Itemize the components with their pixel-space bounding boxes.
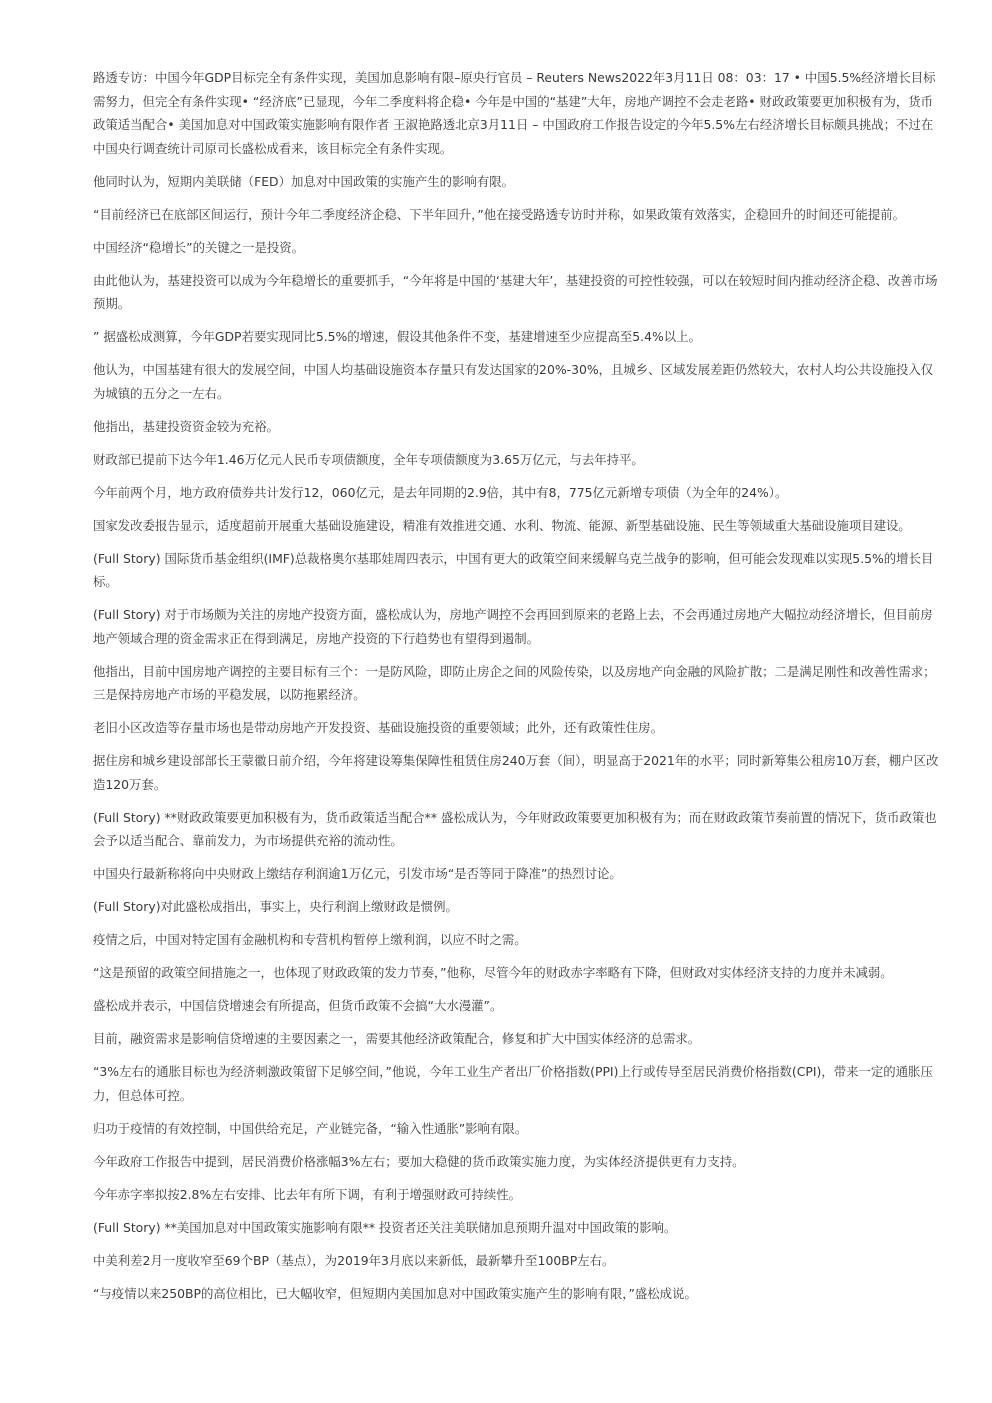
paragraph: 归功于疫情的有效控制，中国供给充足，产业链完备，“输入性通胀”影响有限。	[93, 1120, 528, 1136]
paragraph: 中美利差2月一度收窄至69个BP（基点），为2019年3月底以来新低，最新攀升至100BP左右。	[93, 1252, 615, 1268]
paragraph: 他认为，中国基建有很大的发展空间，中国人均基础设施资本存量只有发达国家的20%-30%，且城乡、区域发展差距仍然较大，农村人均公共设施投入仅为城镇的五分之一左右。	[93, 362, 934, 401]
paragraph: (Full Story)对此盛松成指出，事实上，央行利润上缴财政是惯例。	[93, 899, 458, 914]
paragraph: 今年前两个月，地方政府债券共计发行12，060亿元，是去年同期的2.9倍，其中有8，775亿元新增专项债（为全年的24%）。	[93, 484, 788, 500]
paragraph: (Full Story) **美国加息对中国政策实施影响有限** 投资者还关注美联储加息预期升温对中国政策的影响。	[93, 1219, 677, 1235]
article-body	[93, 66, 944, 1305]
paragraph: 他指出，基建投资资金较为充裕。	[93, 418, 279, 434]
paragraph: 盛松成并表示，中国信贷增速会有所提高，但货币政策不会搞“大水漫灌”。	[93, 998, 503, 1013]
paragraph: 路透专访：中国今年GDP目标完全有条件实现，美国加息影响有限–原央行官员 – Reuters News2022年3月11日 08：03：17 • 中国5.5%经济增长目标需努力，但完全有条件实现• “经济底”已显现，今年二季度料将企稳• 今年是中国的“基建”大年，房地产调控不会走老路• 财政政策要更加积极有为，货币政策适当配合• 美国加息对中国政策实施影响有限作者 王淑艳路透北京3月11日 – 中国政府工作报告设定的今年5.5%左右经济增长目标颇具挑战；不过在中国央行调查统计司原司长盛松成看来，该目标完全有条件实现。	[93, 70, 936, 156]
paragraph: “与疫情以来250BP的高位相比，已大幅收窄，但短期内美国加息对中国政策实施产生的影响有限，”盛松成说。	[93, 1285, 697, 1301]
paragraph: ” 据盛松成测算，今年GDP若要实现同比5.5%的增速，假设其他条件不变，基建增速至少应提高至5.4%以上。	[93, 329, 701, 344]
paragraph: 今年政府工作报告中提到，居民消费价格涨幅3%左右；要加大稳健的货币政策实施力度，为实体经济提供更有力支持。	[93, 1153, 745, 1169]
paragraph: 中国经济“稳增长”的关键之一是投资。	[93, 239, 305, 255]
paragraph: 国家发改委报告显示，适度超前开展重大基础设施建设，精准有效推进交通、水利、物流、能源、新型基础设施、民生等领域重大基础设施项目建设。	[93, 517, 911, 533]
paragraph: 他指出，目前中国房地产调控的主要目标有三个：一是防风险，即防止房企之间的风险传染，以及房地产向金融的风险扩散；二是满足刚性和改善性需求；三是保持房地产市场的平稳发展，以防拖累经济。	[93, 663, 936, 702]
paragraph: 财政部已提前下达今年1.46万亿元人民币专项债额度，全年专项债额度为3.65万亿元，与去年持平。	[93, 451, 644, 467]
paragraph: 由此他认为，基建投资可以成为今年稳增长的重要抓手，“今年将是中国的‘基建大年’，基建投资的可控性较强，可以在较短时间内推动经济企稳、改善市场预期。	[93, 272, 938, 311]
paragraph: “目前经济已在底部区间运行，预计今年二季度经济企稳、下半年回升，”他在接受路透专访时并称，如果政策有效落实，企稳回升的时间还可能提前。	[93, 206, 906, 222]
paragraph: 今年赤字率拟按2.8%左右安排、比去年有所下调，有利于增强财政可持续性。	[93, 1186, 521, 1202]
paragraph: 目前，融资需求是影响信贷增速的主要因素之一，需要其他经济政策配合，修复和扩大中国实体经济的总需求。	[93, 1031, 701, 1046]
paragraph: 疫情之后，中国对特定国有金融机构和专营机构暂停上缴利润，以应不时之需。	[93, 932, 527, 947]
paragraph: 中国央行最新称将向中央财政上缴结存利润逾1万亿元，引发市场“是否等同于降准”的热烈讨论。	[93, 866, 622, 881]
paragraph: 据住房和城乡建设部部长王蒙徽日前介绍，今年将建设筹集保障性租赁住房240万套（间），明显高于2021年的水平；同时新筹集公租房10万套，棚户区改造120万套。	[93, 753, 939, 792]
paragraph: (Full Story) **财政政策要更加积极有为，货币政策适当配合** 盛松成认为，今年财政政策要更加积极有为；而在财政政策节奏前置的情况下，货币政策也会予以适当配合、靠前发力，为市场提供充裕的流动性。	[93, 809, 937, 848]
paragraph: (Full Story) 国际货币基金组织(IMF)总裁格奥尔基耶娃周四表示，中国有更大的政策空间来缓解乌克兰战争的影响，但可能会发现难以实现5.5%的增长目标。	[93, 550, 934, 589]
paragraph: (Full Story) 对于市场颇为关注的房地产投资方面，盛松成认为，房地产调控不会再回到原来的老路上去，不会再通过房地产大幅拉动经济增长，但目前房地产领域合理的资金需求正在得到满足，房地产投资的下行趋势也有望得到遏制。	[93, 607, 933, 646]
paragraph: 他同时认为，短期内美联储（FED）加息对中国政策的实施产生的影响有限。	[93, 173, 514, 189]
paragraph: “3%左右的通胀目标也为经济刺激政策留下足够空间，”他说，今年工业生产者出厂价格指数(PPI)上行或传导至居民消费价格指数(CPI)，带来一定的通胀压力，但总体可控。	[93, 1064, 933, 1103]
paragraph: “这是预留的政策空间措施之一，也体现了财政政策的发力节奏，”他称，尽管今年的财政赤字率略有下降，但财政对实体经济支持的力度并未减弱。	[93, 965, 893, 980]
paragraph: 老旧小区改造等存量市场也是带动房地产开发投资、基础设施投资的重要领域；此外，还有政策性住房。	[93, 720, 663, 735]
